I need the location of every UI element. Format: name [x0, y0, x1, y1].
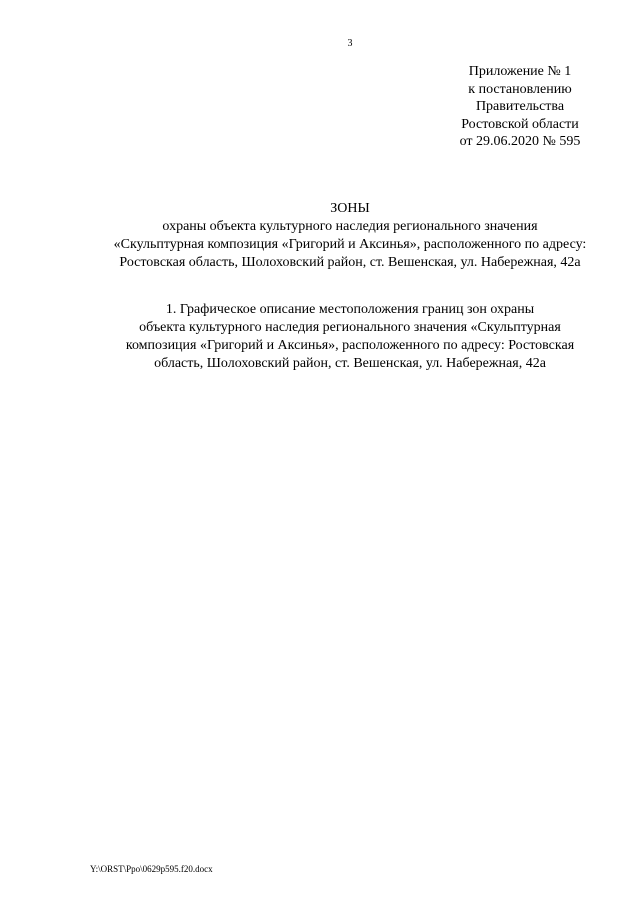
document-title: [0, 200, 640, 272]
section-line: объекта культурного наследия регионального значения «Скульптурная: [139, 320, 561, 335]
appendix-line: к постановлению: [468, 81, 572, 97]
section-line: область, Шолоховский район, ст. Вешенская, ул. Набережная, 42а: [154, 356, 546, 371]
appendix-line: Правительства: [475, 99, 565, 114]
section-line: 1. Графическое описание местоположения границ зон охраны: [165, 302, 535, 317]
section-1-heading: [0, 301, 640, 373]
appendix-line: Ростовской области: [461, 116, 579, 132]
section-line: композиция «Григорий и Аксинья», расположенного по адресу: Ростовская: [125, 338, 575, 353]
title-line: «Скульптурная композиция «Григорий и Аксинья», расположенного по адресу:: [113, 237, 587, 252]
title-line: Ростовская область, Шолоховский район, ст. Вешенская, ул. Набережная, 42а: [119, 255, 581, 270]
appendix-line: Приложение № 1: [468, 64, 572, 79]
appendix-reference: [420, 63, 620, 151]
page-number: 3: [347, 38, 353, 49]
appendix-line: от 29.06.2020 № 595: [459, 134, 581, 149]
footer-file-path: Y:\ORST\Ppo\0629p595.f20.docx: [90, 864, 213, 874]
title-heading: ЗОНЫ: [330, 201, 370, 216]
title-line: охраны объекта культурного наследия регионального значения: [162, 219, 538, 234]
